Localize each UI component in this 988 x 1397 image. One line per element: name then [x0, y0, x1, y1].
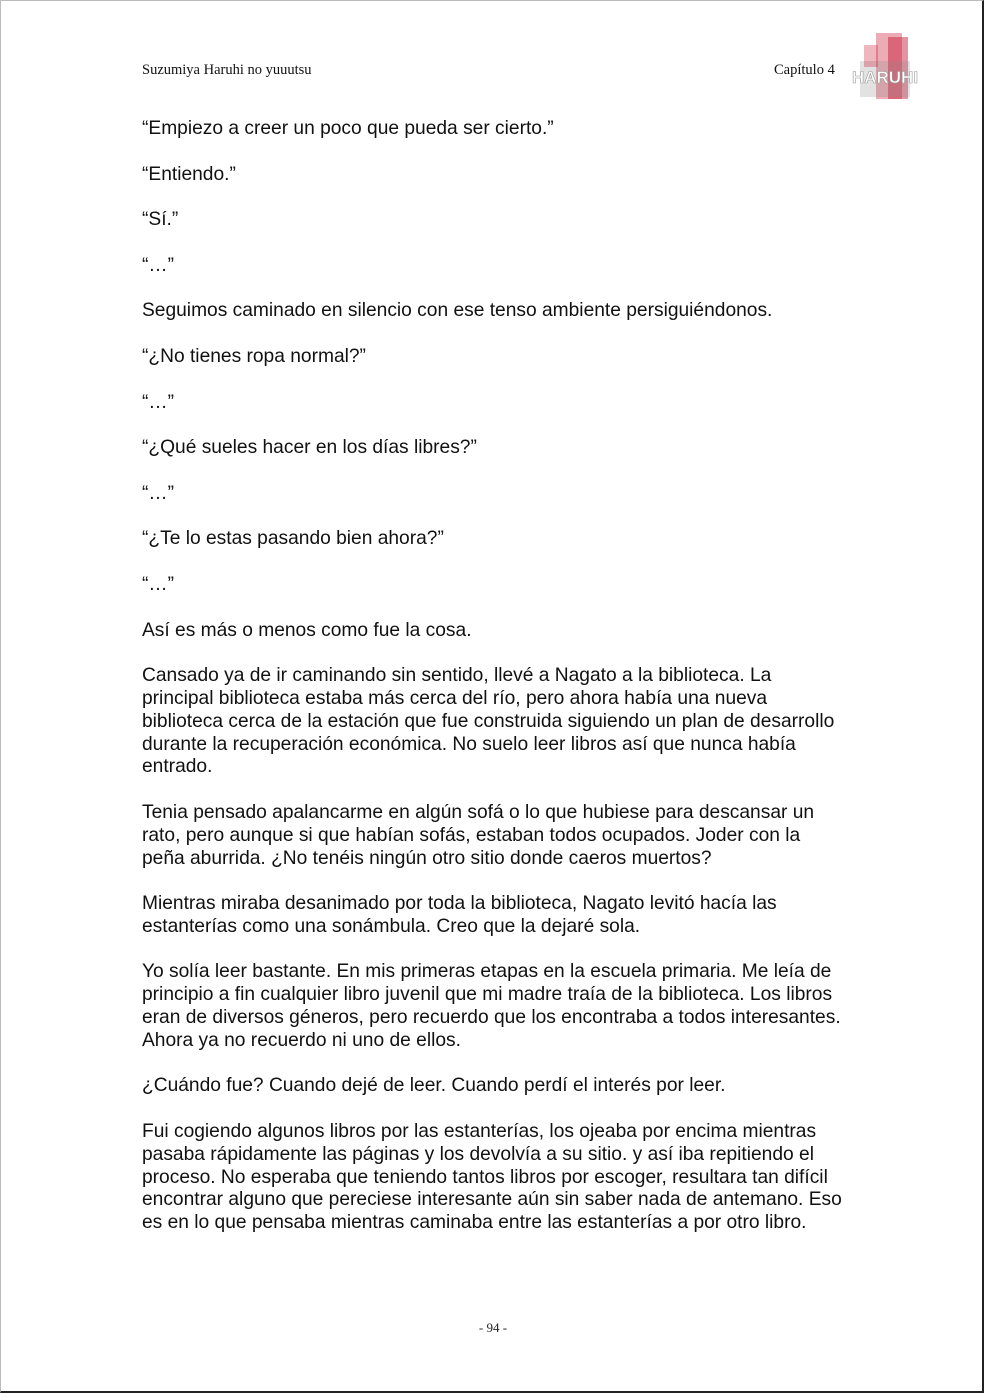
- chapter-body: [142, 118, 844, 1258]
- paragraph: “Empiezo a creer un poco que pueda ser cierto.”: [142, 118, 554, 139]
- paragraph: “…”: [142, 482, 174, 504]
- paragraph: Así es más o menos como fue la cosa.: [142, 619, 472, 641]
- haruhi-logo-icon: [851, 31, 919, 103]
- paragraph: “…”: [142, 391, 174, 413]
- paragraph: “¿Qué sueles hacer en los días libres?”: [142, 437, 477, 459]
- paragraph: Yo solía leer bastante. En mis primeras etapas en la escuela primaria. Me leía de principio a fin cualquier libro juvenil que mi madre traía de la biblioteca. Los libros eran de diversos géneros, pero recuerdo que los encontraba a todos interesantes. Ahora ya no recuerdo ni uno de ellos.: [142, 961, 841, 1051]
- paragraph: ¿Cuándo fue? Cuando dejé de leer. Cuando perdí el interés por leer.: [142, 1075, 726, 1097]
- paragraph: Tenia pensado apalancarme en algún sofá o lo que hubiese para descansar un rato, pero aunque si que habían sofás, estaban todos ocupados. Joder con la peña aburrida. ¿No tenéis ningún otro sitio donde caeros muertos?: [142, 801, 815, 869]
- paragraph: Fui cogiendo algunos libros por las estanterías, los ojeaba por encima mientras pasaba rápidamente las páginas y los devolvía a su sitio. y así iba repitiendo el proceso. No esperaba que teniendo tantos libros por escoger, resultara tan difícil encontrar alguno que pereciese interesante aún sin saber nada de antemano. Eso es en lo que pensaba mientras caminaba entre las estanterías a por otro libro.: [142, 1121, 842, 1234]
- paragraph: Mientras miraba desanimado por toda la biblioteca, Nagato levitó hacía las estanterías como una sonámbula. Creo que la dejaré sola.: [142, 893, 777, 937]
- paragraph: “¿No tienes ropa normal?”: [142, 345, 366, 367]
- book-title-header: Suzumiya Haruhi no yuuutsu: [142, 62, 312, 78]
- paragraph: “Entiendo.”: [142, 163, 236, 185]
- chapter-header: Capítulo 4: [774, 62, 835, 78]
- paragraph: Cansado ya de ir caminando sin sentido, llevé a Nagato a la biblioteca. La principal biblioteca estaba más cerca del río, pero ahora había una nueva biblioteca cerca de la estación que fue construida siguiendo un plan de desarrollo durante la recuperación económica. No suelo leer libros así que nunca había entrado.: [142, 665, 835, 778]
- paragraph: “Sí.”: [142, 209, 179, 231]
- paragraph: “¿Te lo estas pasando bien ahora?”: [142, 528, 444, 550]
- page-number: - 94 -: [478, 1320, 508, 1335]
- paragraph: “…”: [142, 254, 174, 276]
- paragraph: Seguimos caminado en silencio con ese tenso ambiente persiguiéndonos.: [142, 300, 773, 322]
- logo-text: HARUHI: [851, 68, 919, 87]
- paragraph: “…”: [142, 573, 174, 595]
